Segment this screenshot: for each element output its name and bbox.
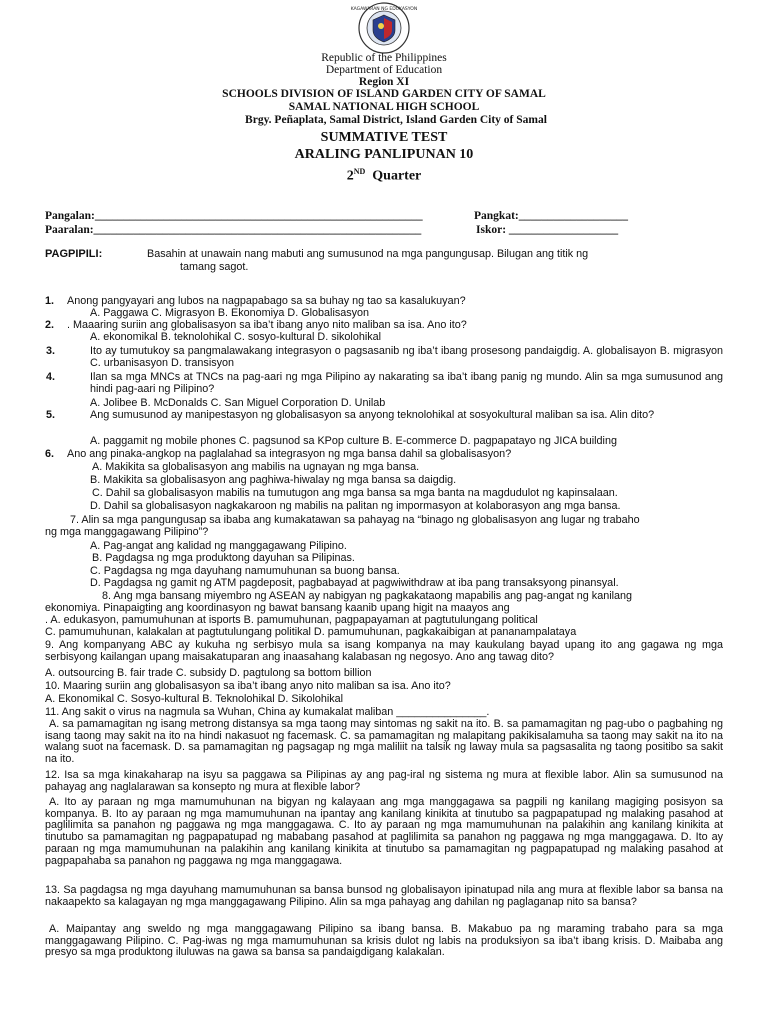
test-title: SUMMATIVE TEST — [320, 130, 448, 145]
deped-seal-logo — [345, 2, 423, 54]
answer-6b: B. Makikita sa globalisasyon ang paghiwa-hiwalay ng mga bansa sa daigdig. — [90, 474, 457, 486]
subject-title: ARALING PANLIPUNAN 10 — [294, 147, 474, 162]
question-12: 12. Isa sa mga kinakaharap na isyu sa paggawa sa Pilipinas ay ang pag-iral ng sistema ng mura at flexible labor. Alin sa sumusunod na pahayag ang naglalarawan sa konsepto ng mura at flexible labor? — [45, 769, 723, 793]
school-name: SAMAL NATIONAL HIGH SCHOOL — [288, 101, 480, 113]
answer-13: A. Maipantay ang sweldo ng mga manggagawang Pilipino sa ibang bansa. B. Makabuo pa ng maraming trabaho para sa mga manggagawang Pilipino. C. Pag-iwas ng mga mamumuhunan sa krisis dulot ng labis na produksiyon sa iba’t ibang krisis. D. Maibaba ang presyo sa mga produktong iluluwas na gawa sa bansa sa pandaigdigang kalakalan. — [45, 923, 723, 959]
instructions-text-2: tamang sagot. — [180, 261, 249, 273]
question-10: 10. Maaring suriin ang globalisasyon sa iba’t ibang anyo nito maliban sa isa. Ano ito? — [45, 680, 451, 692]
instructions-text: Basahin at unawain nang mabuti ang sumusunod na mga pangungusap. Bilugan ang titik ng — [147, 248, 589, 260]
answer-5: A. paggamit ng mobile phones C. pagsunod sa KPop culture B. E-commerce D. pagpapatayo ng JICA building — [90, 435, 617, 447]
region-line: Region XI — [358, 76, 410, 88]
question-11: 11. Ang sakit o virus na nagmula sa Wuhan, China ay kumakalat maliban _______________. — [45, 706, 490, 718]
answer-8b: C. pamumuhunan, kalakalan at pagtutulungang politikal D. pamumuhunan, pagkakaibigan at pananampalataya — [45, 626, 577, 638]
answer-6d: D. Dahil sa globalisasyon nagkakaroon ng mabilis na palitan ng impormasyon at kolaborasyon ang mga bansa. — [90, 500, 621, 512]
instructions-label: PAGPIPILI: — [45, 248, 103, 260]
question-9: 9. Ang kompanyang ABC ay kukuha ng serbisyo mula sa isang kompanya na may kaukulang bayad upang ito ang gagawa ng mga serbisyong kailangan upang maisakatuparan ang inaasahang kalabasan ng negosyo. Ano ang tawag dito? — [45, 639, 723, 663]
answer-10: A. Ekonomikal C. Sosyo-kultural B. Teknolohikal D. Sikolohikal — [45, 693, 344, 705]
answer-6c: C. Dahil sa globalisasyon mabilis na tumutugon ang mga bansa sa mga banta na magdudulot ng kapinsalaan. — [92, 487, 618, 499]
pangkat-field[interactable]: Pangkat:___________________ — [474, 210, 628, 222]
question-6: 6. Ano ang pinaka-angkop na paglalahad sa integrasyon ng mga bansa dahil sa globalisasyon? — [45, 448, 512, 460]
question-1: 1. Anong pangyayari ang lubos na nagpapabago sa sa buhay ng tao sa kasalukuyan? — [45, 295, 466, 307]
answer-8a: . A. edukasyon, pamumuhunan at isports B. pamumuhunan, pagpapayaman at pagtutulungang political — [45, 614, 538, 626]
pangalan-field[interactable]: Pangalan:_________________________________________________________ — [45, 210, 423, 222]
question-7-cont: ng mga manggagawang Pilipino”? — [45, 526, 209, 538]
question-8-cont: ekonomiya. Pinapaigting ang koordinasyon ng bawat bansang kaanib upang higit na maayos ang — [45, 602, 510, 614]
republic-line: Republic of the Philippines — [321, 52, 447, 64]
paaralan-field[interactable]: Paaralan:_________________________________________________________ — [45, 224, 422, 236]
question-2: 2. . Maaaring suriin ang globalisasyon sa iba’t ibang anyo nito maliban sa isa. Ano ito? — [45, 319, 467, 331]
question-7: 7. Alin sa mga pangungusap sa ibaba ang kumakatawan sa pahayag na “binago ng globalisasyon ang lugar ng trabaho — [70, 514, 640, 526]
question-13: 13. Sa pagdagsa ng mga dayuhang mamumuhunan sa bansa bunsod ng globalisayon ipinatupad nila ang mura at flexible labor sa bansa na nakaapekto sa kalagayan ng mga manggagawang Pilipino. Alin sa mga pahayag ang dahilan ng paglaganap nito sa bansa? — [45, 884, 723, 908]
answer-9: A. outsourcing B. fair trade C. subsidy D. pagtulong sa bottom billion — [45, 667, 372, 679]
quarter-suffix: ND — [353, 167, 366, 176]
answer-1: A. Paggawa C. Migrasyon B. Ekonomiya D. Globalisasyon — [90, 307, 370, 319]
quarter-word: Quarter — [372, 168, 422, 184]
question-8: 8. Ang mga bansang miyembro ng ASEAN ay nabigyan ng pagkakataong mapabilis ang pag-angat ng kanilang — [102, 590, 633, 602]
answer-7b: B. Pagdagsa ng mga produktong dayuhan sa Pilipinas. — [92, 552, 355, 564]
answer-7c: C. Pagdagsa ng mga dayuhang namumuhunan sa buong bansa. — [90, 565, 400, 577]
answer-6a: A. Makikita sa globalisasyon ang mabilis na ugnayan ng mga bansa. — [92, 461, 420, 473]
seal-text: KAGAWARAN NG EDUKASYON — [350, 7, 418, 12]
answer-4: A. Jolibee B. McDonalds C. San Miguel Corporation D. Unilab — [90, 397, 386, 409]
question-4: 4. Ilan sa mga MNCs at TNCs na pag-aari ng mga Pilipino ay nakarating sa iba’t ibang panig ng mundo. Alin sa mga sumusunod ang hindi pag-aari ng Pilipino? — [46, 371, 723, 395]
question-5: 5. Ang sumusunod ay manipestasyon ng globalisasyon sa anyong teknolohikal at sosyokultural maliban sa isa. Alin dito? — [46, 409, 655, 421]
iskor-field[interactable]: Iskor: ___________________ — [476, 224, 619, 236]
quarter-number: 2 — [346, 168, 354, 184]
division-line: SCHOOLS DIVISION OF ISLAND GARDEN CITY OF SAMAL — [222, 88, 546, 100]
school-address: Brgy. Peñaplata, Samal District, Island Garden City of Samal — [245, 114, 547, 126]
answer-7a: A. Pag-angat ang kalidad ng manggagawang Pilipino. — [90, 540, 347, 552]
answer-2: A. ekonomikal B. teknolohikal C. sosyo-kultural D. sikolohikal — [90, 331, 382, 343]
department-line: Department of Education — [325, 64, 443, 76]
answer-7d: D. Pagdagsa ng gamit ng ATM pagdeposit, pagbabayad at pagwiwithdraw at iba pang transaksyong pinansyal. — [90, 577, 619, 589]
question-3: 3. Ito ay tumutukoy sa pangmalawakang integrasyon o pagsasanib ng iba’t ibang prosesong pandaigdig. A. globalisayon B. migrasyon C. urbanisasyon D. transisyon — [46, 345, 723, 369]
quarter-title — [0, 164, 768, 185]
answer-12: A. Ito ay paraan ng mga mamumuhunan na bigyan ng kalayaan ang mga manggagawa sa pagpili ng kanilang magiging posisyon sa kompanya. B. Ito ay paraan ng mga mamumuhunan na ipantay ang kanilang kinikita at tinutubo sa pagpapatupad ng malaking pasahod at paglilimita sa panahon ng paggawa ng mga manggagawa. C. Ito ay paraan ng mga mamumuhunan na palakihin ang kanilang kinikita at tinutubo sa pamamagitan ng pagpapatupad ng mababang pasahod at paglilimita sa panahon ng paggawa ng mga manggagawa. D. Ito ay paraan ng mga mamumuhunan na palakihin ang kanilang kinikita at tinutubo sa pamamagitan ng pagpapatupad ng malaking pasahod at pagpapahaba sa panahon ng paggawa ng mga manggagawa. — [45, 796, 723, 867]
answer-11: A. sa pamamagitan ng isang metrong distansya sa mga taong may sintomas ng sakit na ito. B. sa pamamagitan ng pag-ubo o pagbahing ng isang taong may sakit na ito na hindi nakasuot ng facemask. C. sa pamamagitan ng malapitang pakikisalamuha sa taong may sakit na ito na walang suot na facemask. D. sa pamamagitan ng pagsagap ng mga maliliit na talsik ng laway mula sa pagsasalita ng taong positibo sa sakit na ito. — [45, 718, 723, 766]
